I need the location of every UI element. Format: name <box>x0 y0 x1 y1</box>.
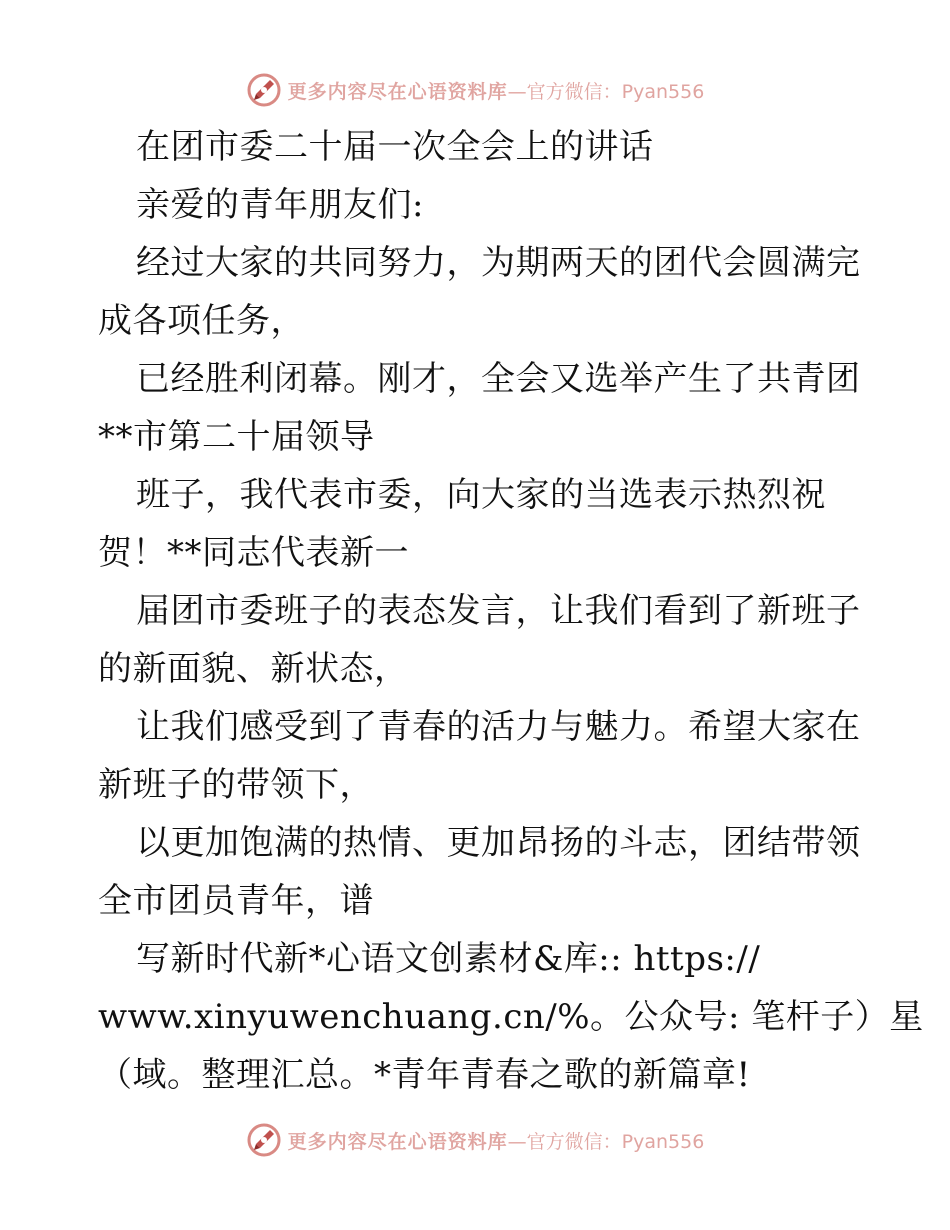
text-line: 以更加饱满的热情、更加昂扬的斗志，团结带领 <box>136 823 861 863</box>
text-line: 成各项任务， <box>98 301 305 341</box>
text-line: 的新面貌、新状态， <box>98 649 409 689</box>
header-banner <box>0 70 950 110</box>
banner-main-text: 更多内容尽在心语资料库 <box>287 1130 508 1153</box>
banner-contact-text: —官方微信：Pyan556 <box>507 80 705 103</box>
text-line: 全市团员青年，谱 <box>98 881 374 921</box>
brand-logo-icon <box>246 72 282 108</box>
text-line: 让我们感受到了青春的活力与魅力。希望大家在 <box>136 707 861 747</box>
text-line: www.xinyuwenchuang.cn/%。公众号: 笔杆子）星 <box>98 997 924 1037</box>
text-line: 在团市委二十届一次全会上的讲话 <box>136 127 654 167</box>
text-line: 亲爱的青年朋友们: <box>136 185 424 225</box>
text-line: 贺！**同志代表新一 <box>98 533 409 573</box>
text-line: **市第二十届领导 <box>98 417 375 457</box>
text-line: 经过大家的共同努力，为期两天的团代会圆满完 <box>136 243 861 283</box>
footer-banner <box>0 1120 950 1160</box>
text-line: 写新时代新*心语文创素材&库:: https:// <box>136 939 761 979</box>
text-line: 新班子的带领下， <box>98 765 374 805</box>
banner-contact-text: —官方微信：Pyan556 <box>507 1130 705 1153</box>
text-line: 届团市委班子的表态发言，让我们看到了新班子 <box>136 591 861 631</box>
text-line: （域。整理汇总。*青年青春之歌的新篇章! <box>98 1055 751 1095</box>
document-body <box>98 118 924 1104</box>
text-line: 已经胜利闭幕。刚才，全会又选举产生了共青团 <box>136 359 861 399</box>
banner-main-text: 更多内容尽在心语资料库 <box>287 80 508 103</box>
text-line: 班子，我代表市委，向大家的当选表示热烈祝 <box>136 475 826 515</box>
brand-logo-icon <box>246 1122 282 1158</box>
